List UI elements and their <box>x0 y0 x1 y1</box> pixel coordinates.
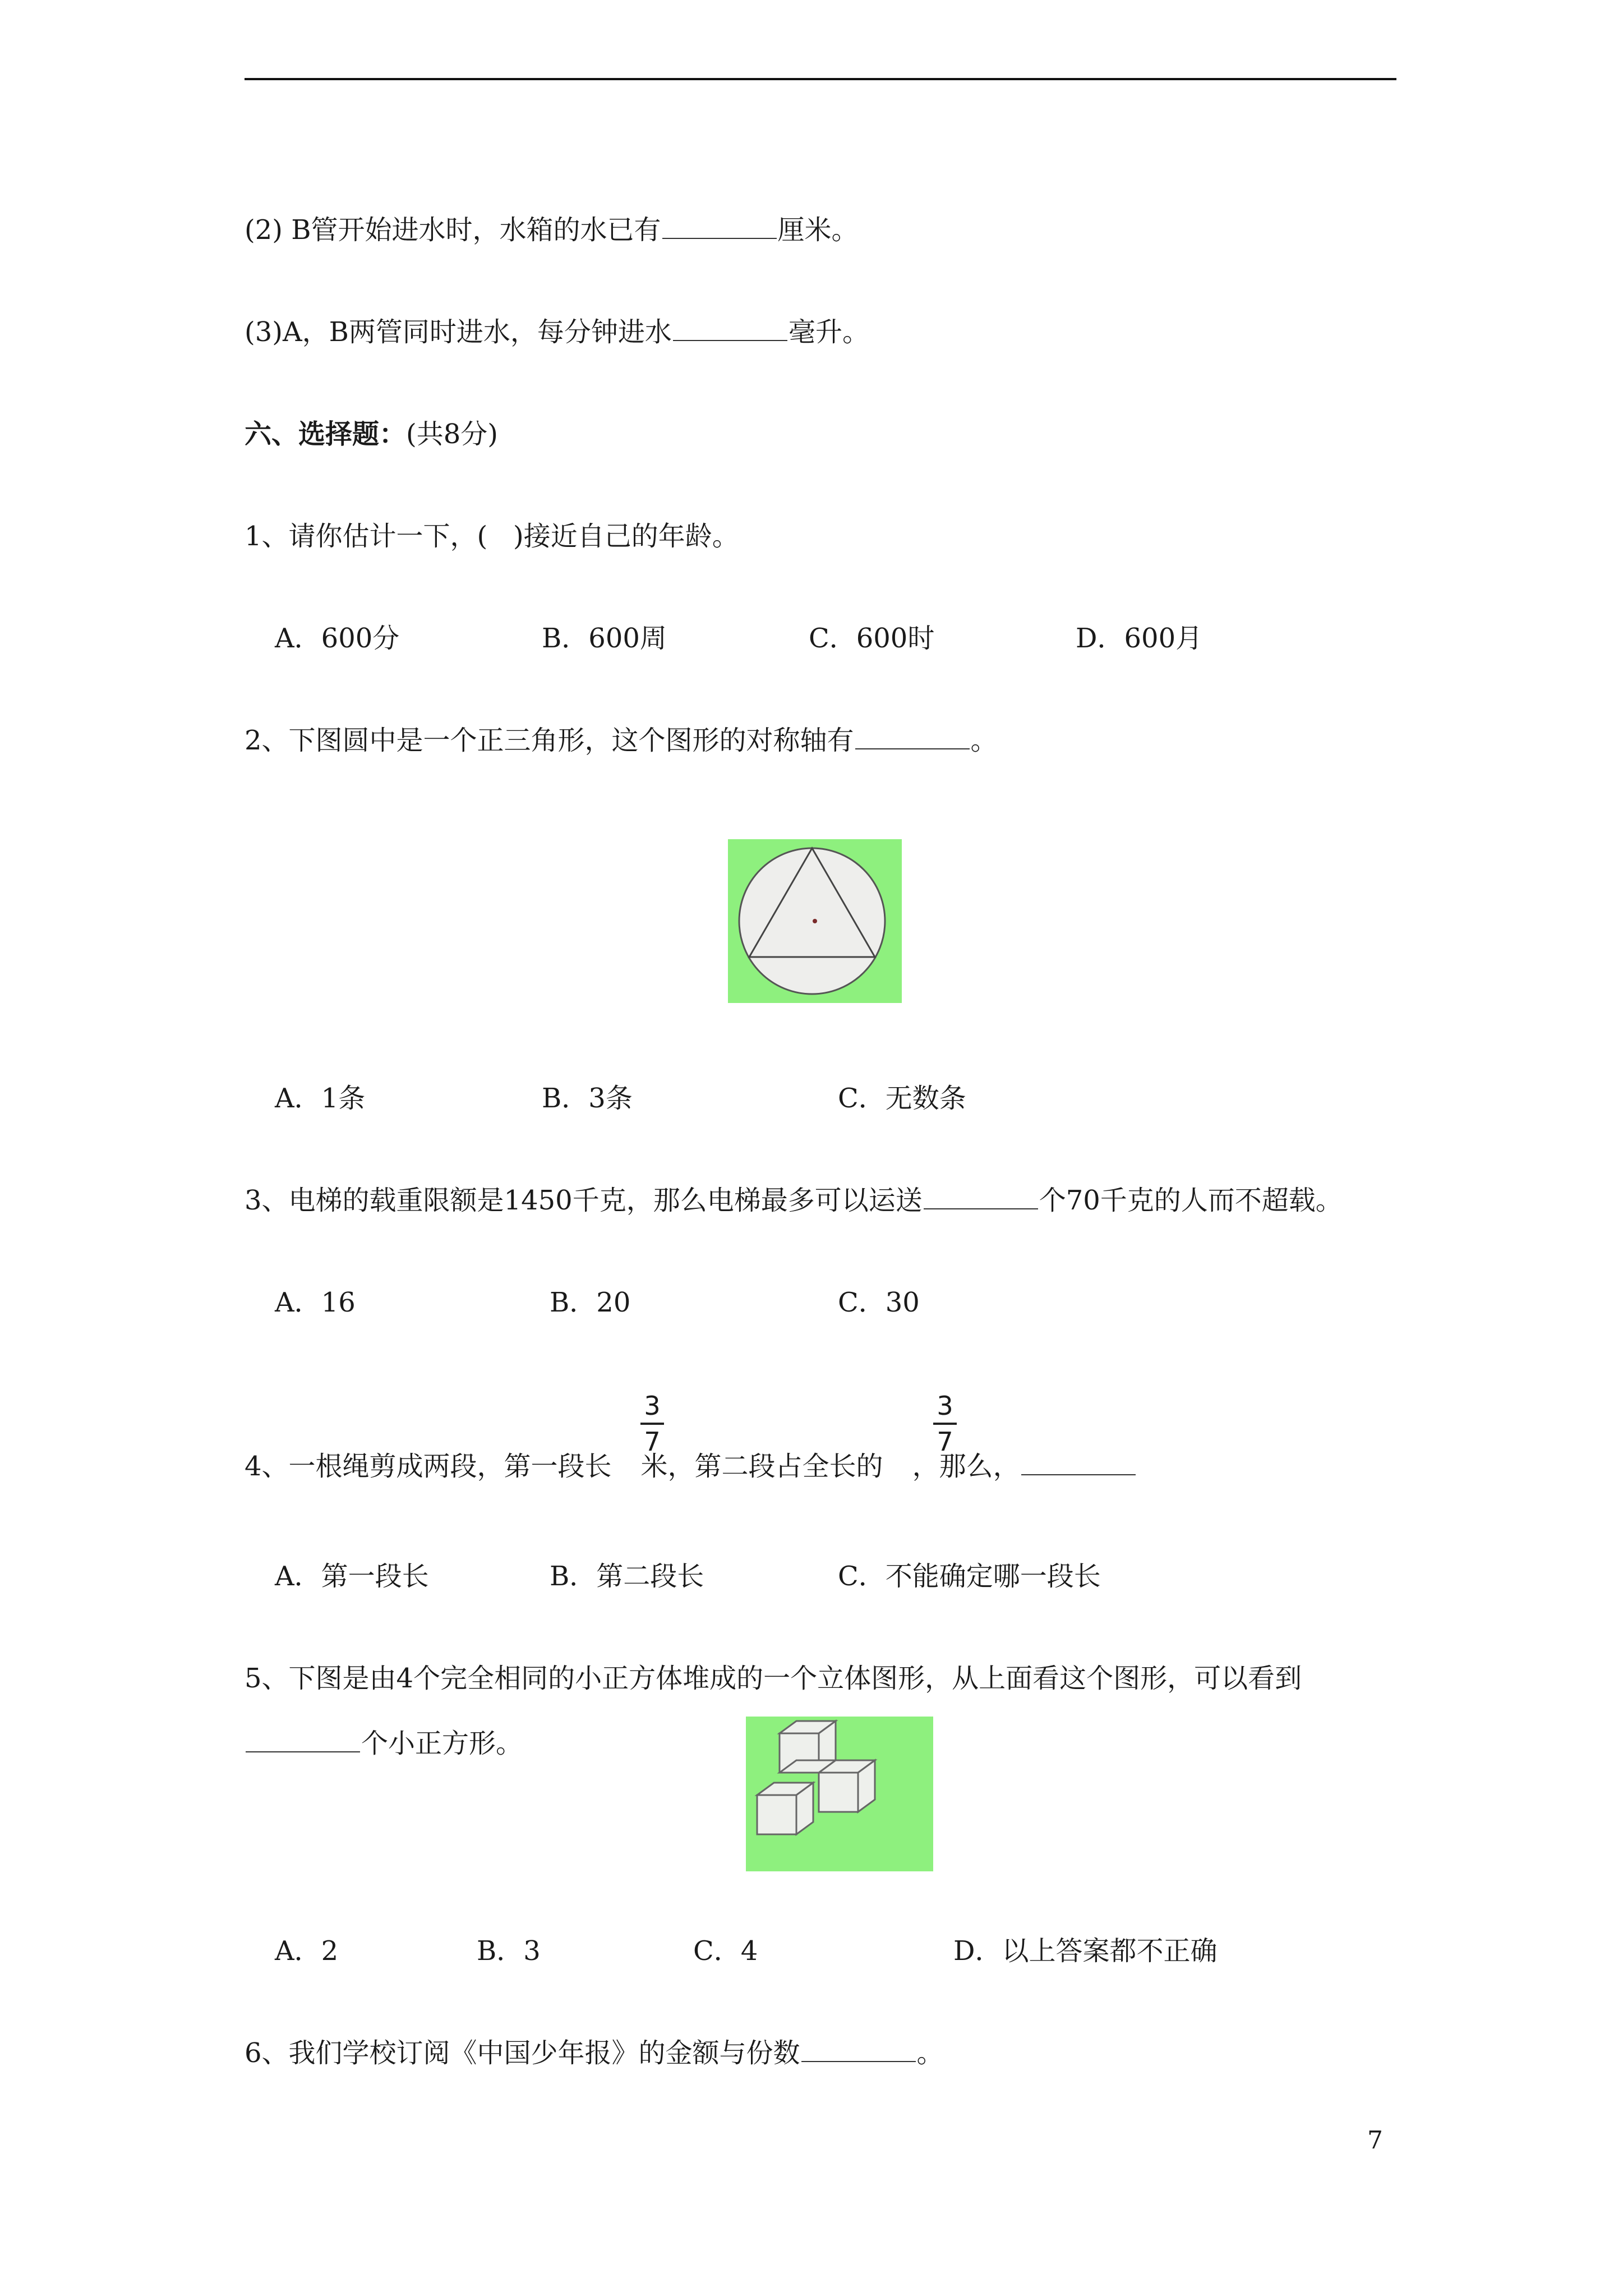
q3-option-a[interactable]: A．16 <box>275 1287 356 1318</box>
answer-blank[interactable] <box>1021 1452 1136 1475</box>
answer-blank[interactable] <box>662 215 777 239</box>
question-4: 4、一根绳剪成两段，第一段长 米，第二段占全长的 ，那么， <box>245 1450 1137 1483</box>
question-5: 5、下图是由4个完全相同的小正方体堆成的一个立体图形，从上面看这个图形，可以看到 <box>245 1663 1302 1694</box>
circle-triangle-figure <box>728 839 902 1003</box>
page-number: 7 <box>1367 2126 1383 2155</box>
q4-option-c[interactable]: C．不能确定哪一段长 <box>838 1561 1101 1592</box>
fraction-second-share: 3 7 <box>931 1390 959 1457</box>
q2-option-c[interactable]: C．无数条 <box>838 1083 966 1114</box>
answer-blank[interactable] <box>801 2039 916 2062</box>
question-5-cont: 个小正方形。 <box>245 1727 523 1760</box>
q5-option-c[interactable]: C．4 <box>693 1935 758 1967</box>
q-part3: (3)A，B两管同时进水，每分钟进水 毫升。 <box>245 316 869 348</box>
fraction-first-length: 3 7 <box>638 1390 666 1457</box>
q3-option-c[interactable]: C．30 <box>838 1287 920 1318</box>
answer-blank[interactable] <box>924 1186 1038 1209</box>
answer-blank[interactable] <box>246 1729 360 1752</box>
q2-option-b[interactable]: B．3条 <box>542 1083 633 1114</box>
answer-blank[interactable] <box>855 726 970 749</box>
cube-stack-figure <box>746 1717 933 1871</box>
question-2: 2、下图圆中是一个正三角形，这个图形的对称轴有 。 <box>245 725 998 756</box>
q1-option-d[interactable]: D．600月 <box>1076 623 1203 654</box>
q1-option-c[interactable]: C．600时 <box>809 623 935 654</box>
question-3: 3、电梯的载重限额是1450千克，那么电梯最多可以运送 个70千克的人而不超载。 <box>245 1185 1343 1216</box>
answer-blank[interactable] <box>673 318 787 341</box>
header-rule <box>245 78 1396 80</box>
q5-option-b[interactable]: B．3 <box>477 1935 541 1967</box>
question-1: 1、请你估计一下，( )接近自己的年龄。 <box>245 521 739 552</box>
q5-option-a[interactable]: A．2 <box>275 1935 339 1967</box>
q5-option-d[interactable]: D．以上答案都不正确 <box>953 1935 1218 1967</box>
section-heading: 六、选择题：(共8分) <box>245 418 499 450</box>
q4-option-b[interactable]: B．第二段长 <box>550 1561 704 1592</box>
q1-option-b[interactable]: B．600周 <box>542 623 667 654</box>
q4-option-a[interactable]: A．第一段长 <box>275 1561 429 1592</box>
q3-option-b[interactable]: B．20 <box>550 1287 631 1318</box>
q1-option-a[interactable]: A．600分 <box>275 623 400 654</box>
q-part2: (2) B管开始进水时，水箱的水已有 厘米。 <box>245 214 859 246</box>
question-6: 6、我们学校订阅《中国少年报》的金额与份数 。 <box>245 2037 944 2069</box>
q2-option-a[interactable]: A．1条 <box>275 1083 366 1114</box>
